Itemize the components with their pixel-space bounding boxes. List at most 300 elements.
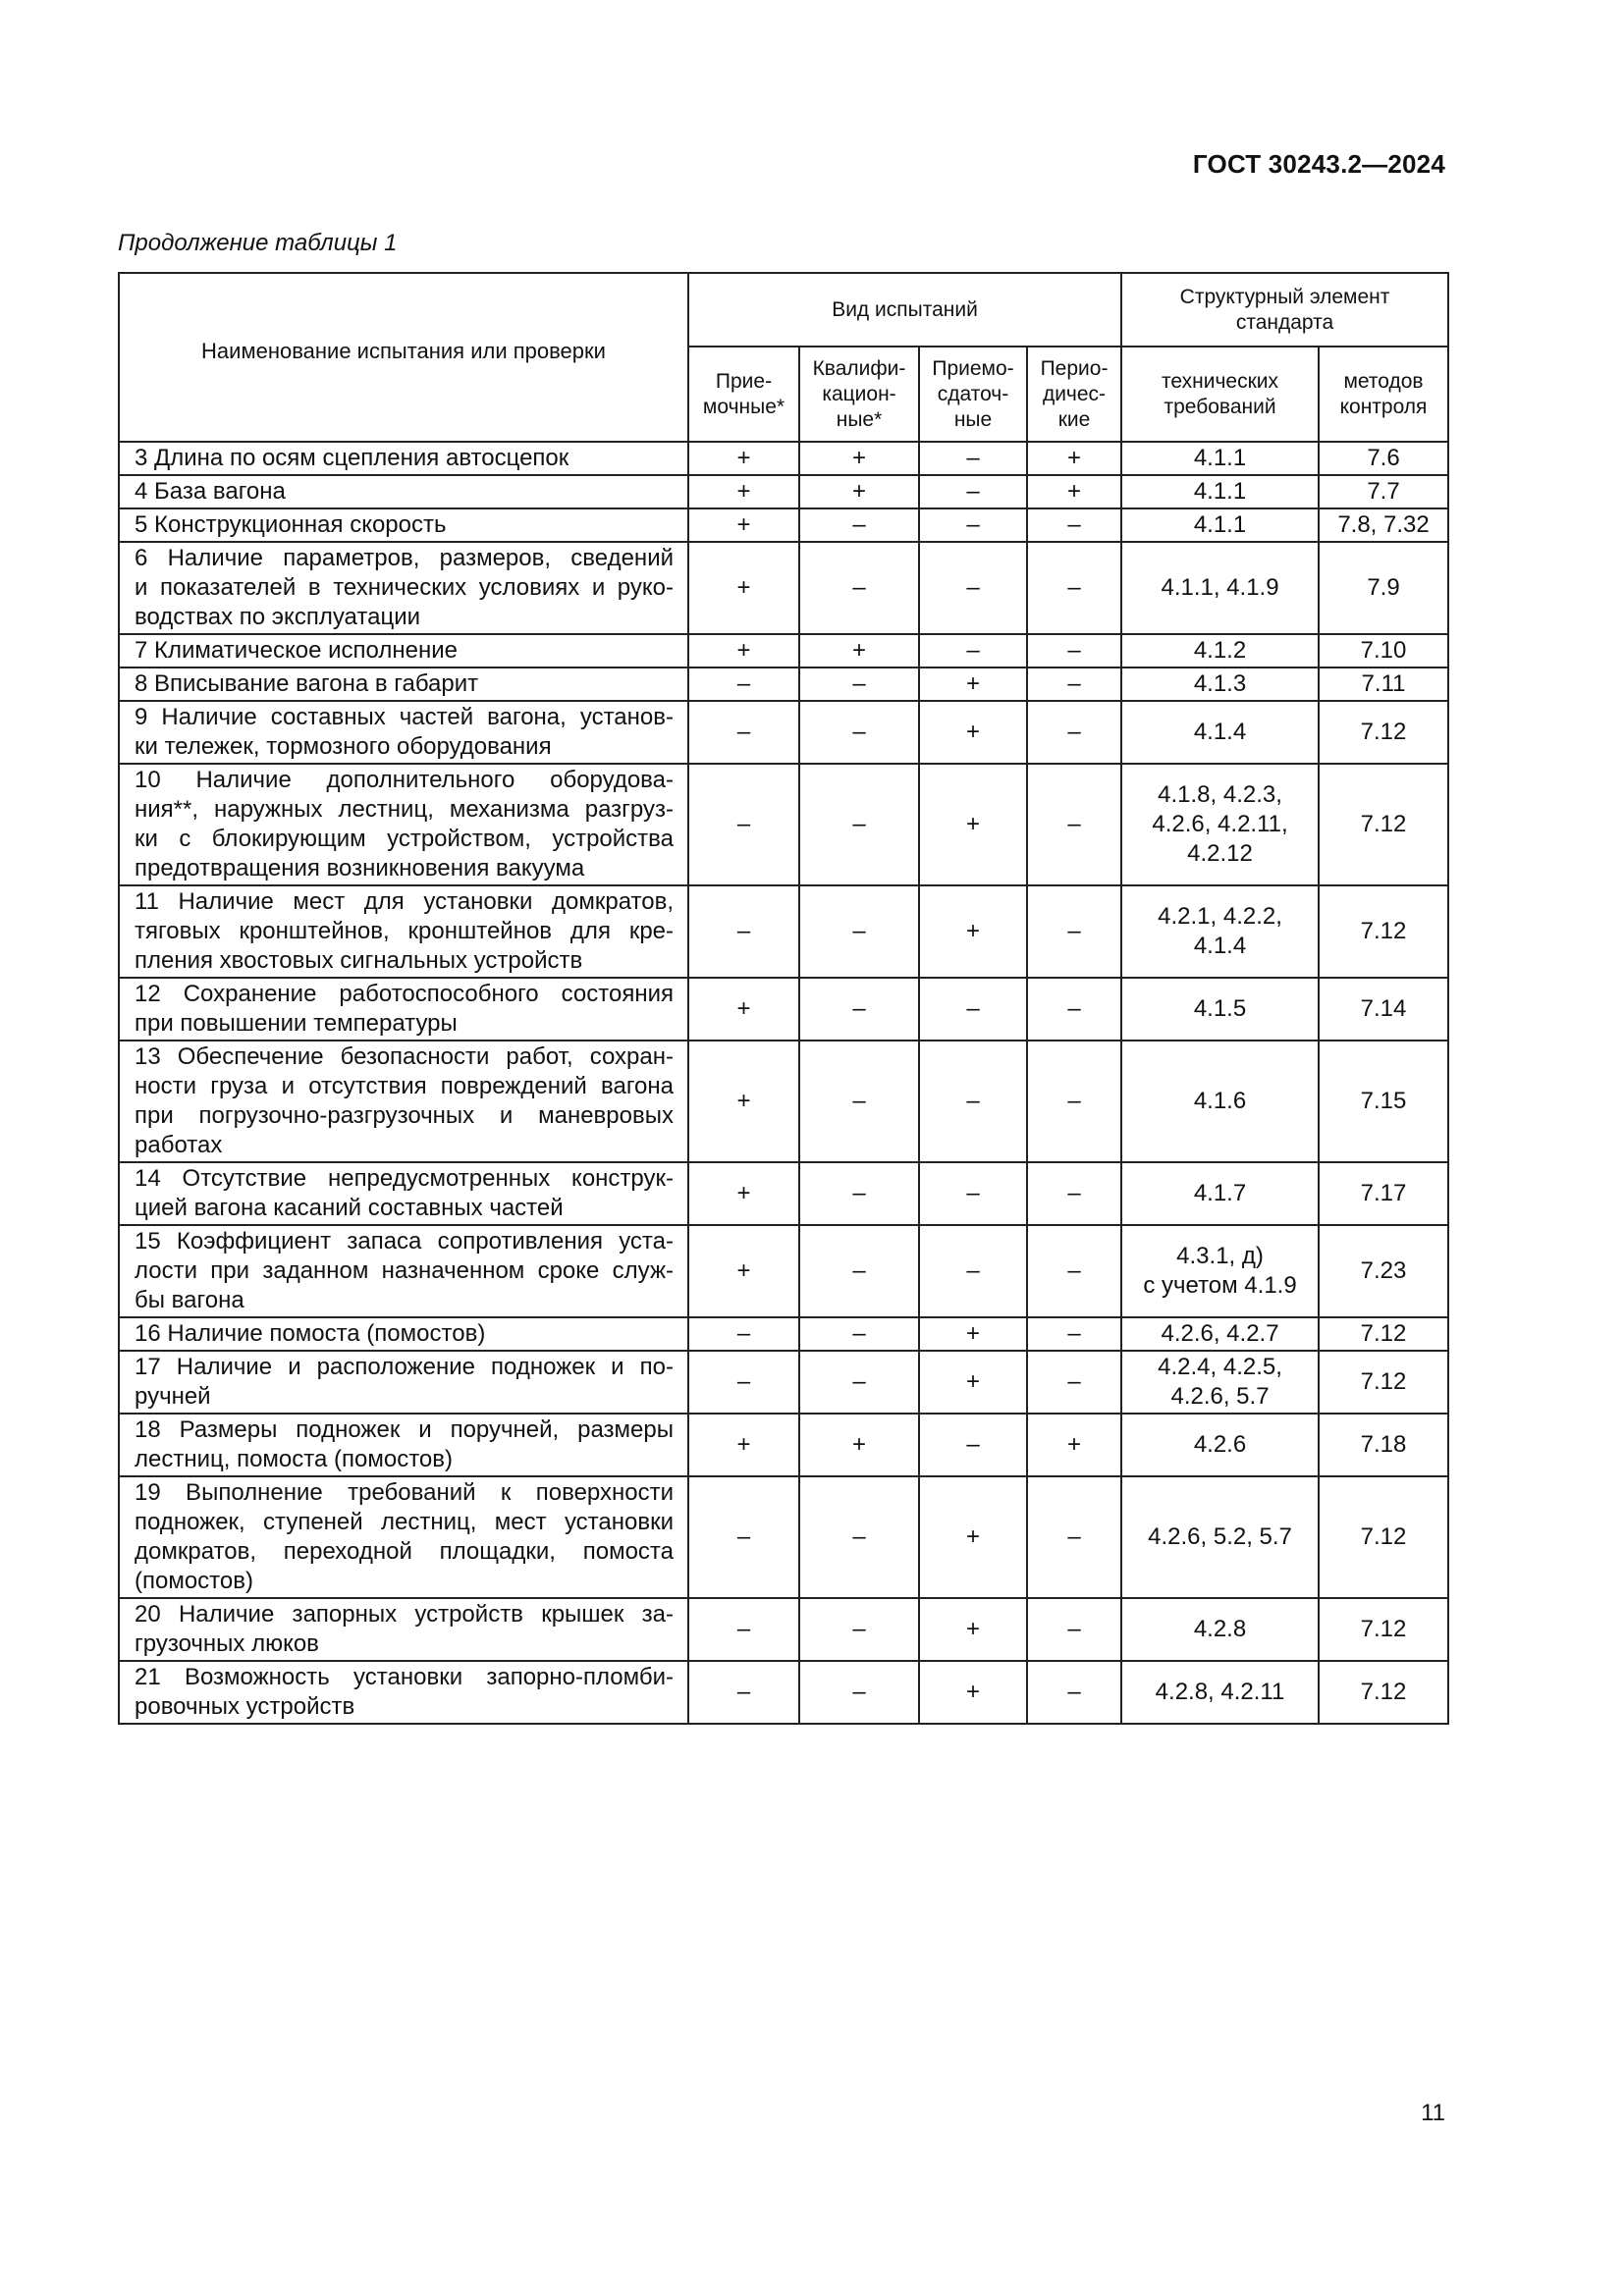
header-qualification: [799, 347, 919, 442]
requirements-ref: [1121, 1476, 1319, 1598]
mark-periodic: [1027, 1225, 1121, 1317]
table-row: [119, 1476, 1448, 1598]
requirements-ref-line: 4.1.3: [1193, 670, 1247, 697]
requirements-ref: [1121, 1317, 1319, 1351]
mark-qualification: [799, 1476, 919, 1598]
mark-acceptance: [688, 475, 799, 508]
mark-value: –: [1067, 719, 1081, 745]
control-method-ref: 7.8, 7.32: [1319, 508, 1448, 542]
mark-periodic: [1027, 1661, 1121, 1724]
test-name-line: 10 Наличие дополнительного оборудова-: [135, 767, 674, 793]
mark-qualification: [799, 475, 919, 508]
requirements-ref: [1121, 542, 1319, 634]
mark-value: –: [736, 1523, 751, 1550]
requirements-ref-line: 4.2.8, 4.2.11: [1155, 1679, 1285, 1705]
requirements-ref-line: 4.2.4, 4.2.5,: [1158, 1354, 1282, 1380]
test-name-line: лости при заданном назначенном сроке служ-: [135, 1257, 674, 1284]
test-name-line: лестниц, помоста (помостов): [135, 1446, 454, 1472]
mark-value: +: [851, 478, 866, 505]
header-periodic: [1027, 347, 1121, 442]
test-name-cell: [119, 634, 688, 667]
table-row: [119, 508, 1448, 542]
test-name-line: при погрузочно-разгрузочных и маневровых: [135, 1102, 674, 1129]
mark-value: +: [736, 1257, 751, 1284]
mark-value: –: [1067, 1368, 1081, 1395]
control-method-ref: 7.12: [1319, 1598, 1448, 1661]
test-name-line: 13 Обеспечение безопасности работ, сохран-: [135, 1043, 674, 1070]
mark-value: –: [852, 511, 866, 538]
header-line: Перио-: [1040, 356, 1109, 380]
header-line: дичес-: [1042, 382, 1107, 405]
mark-value: –: [966, 574, 980, 601]
mark-delivery-acceptance: [919, 1162, 1027, 1225]
mark-value: +: [736, 995, 751, 1022]
test-name-line: 11 Наличие мест для установки домкратов,: [135, 888, 674, 915]
requirements-ref-line: 4.1.4: [1193, 719, 1247, 745]
test-name-cell: [119, 1476, 688, 1598]
mark-value: +: [1067, 1431, 1082, 1458]
test-name-line: и показателей в технических условиях и руко-: [135, 574, 674, 601]
mark-value: –: [736, 811, 751, 837]
requirements-ref: [1121, 1041, 1319, 1162]
requirements-ref: [1121, 667, 1319, 701]
test-name-line: 16 Наличие помоста (помостов): [135, 1320, 486, 1347]
test-name-line: домкратов, переходной площадки, помоста: [135, 1538, 674, 1565]
requirements-ref: [1121, 1414, 1319, 1476]
header-line: ные: [953, 407, 993, 431]
mark-delivery-acceptance: [919, 1598, 1027, 1661]
requirements-ref-line: 4.1.1: [1193, 478, 1247, 505]
mark-delivery-acceptance: [919, 542, 1027, 634]
mark-acceptance: [688, 1661, 799, 1724]
header-line: технических: [1162, 369, 1278, 393]
mark-delivery-acceptance: [919, 442, 1027, 475]
mark-value: –: [1067, 637, 1081, 664]
mark-acceptance: [688, 634, 799, 667]
mark-qualification: [799, 978, 919, 1041]
control-method-ref: 7.6: [1319, 442, 1448, 475]
test-name-line: ки с блокирующим устройством, устройства: [135, 826, 674, 852]
mark-value: –: [966, 478, 980, 505]
test-name-line: 3 Длина по осям сцепления автосцепок: [135, 445, 569, 471]
header-test-type-group: Вид испытаний: [688, 273, 1121, 347]
mark-value: –: [736, 918, 751, 944]
requirements-ref-line: 4.2.8: [1193, 1616, 1247, 1642]
mark-periodic: [1027, 442, 1121, 475]
mark-delivery-acceptance: [919, 1351, 1027, 1414]
test-name-line: предотвращения возникновения вакуума: [135, 855, 585, 881]
mark-value: –: [1067, 918, 1081, 944]
mark-qualification: [799, 508, 919, 542]
requirements-ref-line: 4.2.6, 4.2.7: [1161, 1320, 1279, 1347]
mark-value: –: [852, 1523, 866, 1550]
requirements-ref-line: 4.1.8, 4.2.3,: [1158, 781, 1282, 808]
mark-value: –: [852, 719, 866, 745]
test-name-line: ности груза и отсутствия повреждений вагона: [135, 1073, 674, 1099]
mark-value: –: [966, 1431, 980, 1458]
mark-value: –: [736, 670, 751, 697]
mark-value: +: [736, 445, 751, 471]
mark-acceptance: [688, 701, 799, 764]
test-name-cell: [119, 475, 688, 508]
mark-acceptance: [688, 442, 799, 475]
mark-delivery-acceptance: [919, 1225, 1027, 1317]
test-name-cell: [119, 508, 688, 542]
requirements-ref-line: 4.1.6: [1193, 1088, 1247, 1114]
mark-periodic: [1027, 508, 1121, 542]
mark-value: +: [965, 1368, 980, 1395]
control-method-ref: 7.17: [1319, 1162, 1448, 1225]
table-caption: Продолжение таблицы 1: [118, 230, 398, 256]
mark-acceptance: [688, 885, 799, 978]
mark-value: –: [736, 1368, 751, 1395]
mark-value: –: [852, 811, 866, 837]
test-name-cell: [119, 1598, 688, 1661]
control-method-ref: 7.18: [1319, 1414, 1448, 1476]
test-name-line: 14 Отсутствие непредусмотренных конструк-: [135, 1165, 674, 1192]
test-name-line: цией вагона касаний составных частей: [135, 1195, 564, 1221]
header-standard-element-group: Структурный элемент стандарта: [1121, 273, 1448, 347]
mark-value: –: [1067, 1257, 1081, 1284]
header-test-name: Наименование испытания или проверки: [119, 273, 688, 442]
requirements-ref: [1121, 764, 1319, 885]
table-row: [119, 442, 1448, 475]
mark-value: –: [1067, 1679, 1081, 1705]
mark-value: +: [736, 1431, 751, 1458]
test-name-line: ки тележек, тормозного оборудования: [135, 733, 552, 760]
mark-delivery-acceptance: [919, 634, 1027, 667]
mark-acceptance: [688, 1225, 799, 1317]
mark-value: –: [852, 1088, 866, 1114]
mark-delivery-acceptance: [919, 667, 1027, 701]
header-line: методов: [1343, 369, 1424, 393]
test-name-cell: [119, 978, 688, 1041]
test-name-line: водствах по эксплуатации: [135, 604, 420, 630]
mark-value: –: [852, 574, 866, 601]
mark-periodic: [1027, 1041, 1121, 1162]
test-name-line: 6 Наличие параметров, размеров, сведений: [135, 545, 674, 571]
mark-delivery-acceptance: [919, 508, 1027, 542]
mark-periodic: [1027, 1351, 1121, 1414]
control-method-ref: 7.11: [1319, 667, 1448, 701]
header-line: кацион-: [822, 382, 896, 405]
test-name-cell: [119, 885, 688, 978]
mark-delivery-acceptance: [919, 475, 1027, 508]
mark-periodic: [1027, 667, 1121, 701]
header-line: Квалифи-: [812, 356, 906, 380]
mark-periodic: [1027, 634, 1121, 667]
mark-qualification: [799, 701, 919, 764]
test-name-line: при повышении температуры: [135, 1010, 458, 1037]
control-method-ref: 7.12: [1319, 885, 1448, 978]
mark-delivery-acceptance: [919, 1661, 1027, 1724]
mark-value: +: [965, 811, 980, 837]
requirements-ref-line: 4.2.6, 5.2, 5.7: [1148, 1523, 1292, 1550]
mark-delivery-acceptance: [919, 1476, 1027, 1598]
table-row: [119, 1317, 1448, 1351]
test-name-line: 9 Наличие составных частей вагона, установ-: [135, 704, 674, 730]
requirements-ref: [1121, 1351, 1319, 1414]
test-name-line: ровочных устройств: [135, 1693, 355, 1720]
requirements-ref: [1121, 978, 1319, 1041]
mark-value: +: [736, 574, 751, 601]
mark-value: –: [736, 1616, 751, 1642]
mark-delivery-acceptance: [919, 885, 1027, 978]
mark-value: +: [1067, 445, 1082, 471]
mark-acceptance: [688, 508, 799, 542]
mark-value: +: [965, 1616, 980, 1642]
test-name-cell: [119, 701, 688, 764]
mark-value: +: [736, 478, 751, 505]
requirements-ref-line: 4.1.1: [1193, 511, 1247, 538]
test-name-line: 20 Наличие запорных устройств крышек за-: [135, 1601, 674, 1628]
test-name-line: подножек, ступеней лестниц, мест установки: [135, 1509, 674, 1535]
requirements-ref-line: 4.1.1: [1193, 445, 1247, 471]
table-row: [119, 1351, 1448, 1414]
table-row: [119, 542, 1448, 634]
mark-value: –: [1067, 995, 1081, 1022]
mark-acceptance: [688, 1041, 799, 1162]
test-name-line: 17 Наличие и расположение подножек и по-: [135, 1354, 674, 1380]
mark-value: –: [1067, 670, 1081, 697]
requirements-ref-line: 4.3.1, д): [1176, 1243, 1264, 1269]
mark-value: –: [736, 1679, 751, 1705]
requirements-ref: [1121, 1162, 1319, 1225]
mark-delivery-acceptance: [919, 1041, 1027, 1162]
mark-value: –: [1067, 1180, 1081, 1206]
header-line: ные*: [836, 407, 883, 431]
requirements-ref: [1121, 475, 1319, 508]
mark-qualification: [799, 1162, 919, 1225]
test-name-cell: [119, 442, 688, 475]
table-row: [119, 1598, 1448, 1661]
header-line: контроля: [1339, 395, 1428, 418]
mark-value: –: [852, 1679, 866, 1705]
test-name-line: ручней: [135, 1383, 211, 1410]
requirements-ref-line: 4.2.6, 5.7: [1170, 1383, 1270, 1410]
table-row: [119, 885, 1448, 978]
control-method-ref: 7.23: [1319, 1225, 1448, 1317]
mark-value: –: [852, 995, 866, 1022]
test-name-line: ния**, наружных лестниц, механизма разгруз-: [135, 796, 674, 823]
test-name-line: (помостов): [135, 1568, 253, 1594]
requirements-ref-line: 4.2.1, 4.2.2,: [1158, 903, 1282, 930]
requirements-ref-line: 4.2.12: [1187, 840, 1253, 867]
mark-qualification: [799, 1317, 919, 1351]
mark-periodic: [1027, 764, 1121, 885]
mark-delivery-acceptance: [919, 1317, 1027, 1351]
control-method-ref: 7.14: [1319, 978, 1448, 1041]
mark-value: +: [736, 1088, 751, 1114]
mark-value: +: [1067, 478, 1082, 505]
header-delivery-acceptance: [919, 347, 1027, 442]
mark-qualification: [799, 1225, 919, 1317]
test-name-line: тяговых кронштейнов, кронштейнов для кре-: [135, 918, 674, 944]
mark-value: –: [1067, 1616, 1081, 1642]
mark-qualification: [799, 442, 919, 475]
table-row: [119, 1162, 1448, 1225]
mark-value: –: [736, 719, 751, 745]
test-name-line: 21 Возможность установки запорно-пломби-: [135, 1664, 674, 1690]
mark-periodic: [1027, 1414, 1121, 1476]
mark-value: –: [1067, 1523, 1081, 1550]
mark-delivery-acceptance: [919, 1414, 1027, 1476]
mark-value: –: [1067, 1320, 1081, 1347]
test-name-cell: [119, 542, 688, 634]
header-line: Приемо-: [932, 356, 1014, 380]
mark-periodic: [1027, 1317, 1121, 1351]
mark-value: +: [851, 445, 866, 471]
mark-periodic: [1027, 885, 1121, 978]
mark-periodic: [1027, 542, 1121, 634]
test-name-line: пления хвостовых сигнальных устройств: [135, 947, 583, 974]
requirements-ref-line: 4.1.7: [1193, 1180, 1247, 1206]
mark-qualification: [799, 542, 919, 634]
requirements-ref-line: с учетом 4.1.9: [1143, 1272, 1297, 1299]
mark-value: –: [966, 445, 980, 471]
mark-periodic: [1027, 475, 1121, 508]
test-name-cell: [119, 764, 688, 885]
control-method-ref: 7.12: [1319, 1317, 1448, 1351]
mark-periodic: [1027, 1476, 1121, 1598]
requirements-ref: [1121, 1225, 1319, 1317]
mark-value: –: [736, 1320, 751, 1347]
mark-delivery-acceptance: [919, 701, 1027, 764]
mark-delivery-acceptance: [919, 978, 1027, 1041]
mark-acceptance: [688, 1598, 799, 1661]
test-name-cell: [119, 1225, 688, 1317]
mark-qualification: [799, 634, 919, 667]
control-method-ref: 7.12: [1319, 1476, 1448, 1598]
table-row: [119, 764, 1448, 885]
requirements-ref: [1121, 634, 1319, 667]
mark-value: –: [1067, 1088, 1081, 1114]
mark-value: +: [965, 1320, 980, 1347]
mark-value: +: [736, 511, 751, 538]
mark-qualification: [799, 885, 919, 978]
mark-value: –: [852, 1616, 866, 1642]
mark-value: –: [966, 511, 980, 538]
requirements-ref: [1121, 701, 1319, 764]
mark-value: +: [965, 918, 980, 944]
requirements-ref-line: 4.1.5: [1193, 995, 1247, 1022]
mark-value: –: [852, 918, 866, 944]
mark-acceptance: [688, 542, 799, 634]
test-name-cell: [119, 667, 688, 701]
mark-value: –: [1067, 574, 1081, 601]
test-name-line: бы вагона: [135, 1287, 244, 1313]
test-name-line: 8 Вписывание вагона в габарит: [135, 670, 479, 697]
header-line: Прие-: [715, 369, 773, 393]
mark-value: –: [1067, 511, 1081, 538]
mark-value: –: [966, 1088, 980, 1114]
table-header: [119, 273, 1448, 442]
table-row: [119, 475, 1448, 508]
header-control-methods: [1319, 347, 1448, 442]
table-row: [119, 1225, 1448, 1317]
test-name-line: 4 База вагона: [135, 478, 286, 505]
header-line: мочные*: [702, 395, 785, 418]
mark-value: –: [966, 637, 980, 664]
mark-periodic: [1027, 1598, 1121, 1661]
test-name-cell: [119, 1041, 688, 1162]
requirements-ref: [1121, 1661, 1319, 1724]
table-body: [119, 442, 1448, 1724]
control-method-ref: 7.12: [1319, 764, 1448, 885]
control-method-ref: 7.12: [1319, 1351, 1448, 1414]
page-number: 11: [1421, 2100, 1445, 2126]
test-name-line: грузочных люков: [135, 1630, 319, 1657]
control-method-ref: 7.15: [1319, 1041, 1448, 1162]
test-name-cell: [119, 1414, 688, 1476]
test-name-line: 5 Конструкционная скорость: [135, 511, 447, 538]
requirements-ref: [1121, 885, 1319, 978]
table-row: [119, 978, 1448, 1041]
table-row: [119, 701, 1448, 764]
control-method-ref: 7.12: [1319, 701, 1448, 764]
mark-value: –: [966, 1180, 980, 1206]
mark-qualification: [799, 764, 919, 885]
mark-qualification: [799, 1041, 919, 1162]
mark-acceptance: [688, 1414, 799, 1476]
mark-periodic: [1027, 978, 1121, 1041]
mark-acceptance: [688, 1351, 799, 1414]
mark-qualification: [799, 1598, 919, 1661]
mark-qualification: [799, 1414, 919, 1476]
mark-value: –: [1067, 811, 1081, 837]
test-name-cell: [119, 1351, 688, 1414]
mark-periodic: [1027, 1162, 1121, 1225]
mark-value: +: [736, 637, 751, 664]
mark-value: +: [851, 637, 866, 664]
header-line: кие: [1057, 407, 1091, 431]
requirements-ref: [1121, 508, 1319, 542]
mark-value: –: [966, 1257, 980, 1284]
mark-delivery-acceptance: [919, 764, 1027, 885]
test-name-line: 19 Выполнение требований к поверхности: [135, 1479, 674, 1506]
mark-value: +: [965, 1523, 980, 1550]
requirements-ref: [1121, 1598, 1319, 1661]
mark-acceptance: [688, 978, 799, 1041]
table-row: [119, 1661, 1448, 1724]
control-method-ref: 7.9: [1319, 542, 1448, 634]
test-name-line: 12 Сохранение работоспособного состояния: [135, 981, 674, 1007]
test-name-line: 7 Климатическое исполнение: [135, 637, 458, 664]
requirements-ref-line: 4.1.1, 4.1.9: [1161, 574, 1279, 601]
document-code: ГОСТ 30243.2—2024: [1192, 149, 1445, 179]
test-name-cell: [119, 1162, 688, 1225]
test-name-line: работах: [135, 1132, 223, 1158]
control-method-ref: 7.7: [1319, 475, 1448, 508]
mark-value: –: [852, 1368, 866, 1395]
mark-value: –: [966, 995, 980, 1022]
table-row: [119, 1414, 1448, 1476]
mark-acceptance: [688, 1317, 799, 1351]
header-line: требований: [1164, 395, 1276, 418]
mark-acceptance: [688, 1162, 799, 1225]
test-table: [118, 272, 1449, 1725]
test-name-line: 15 Коэффициент запаса сопротивления уста-: [135, 1228, 674, 1255]
header-line: сдаточ-: [937, 382, 1009, 405]
control-method-ref: 7.10: [1319, 634, 1448, 667]
mark-periodic: [1027, 701, 1121, 764]
mark-qualification: [799, 667, 919, 701]
mark-qualification: [799, 1351, 919, 1414]
table-row: [119, 634, 1448, 667]
requirements-ref: [1121, 442, 1319, 475]
mark-value: +: [965, 670, 980, 697]
test-name-cell: [119, 1661, 688, 1724]
